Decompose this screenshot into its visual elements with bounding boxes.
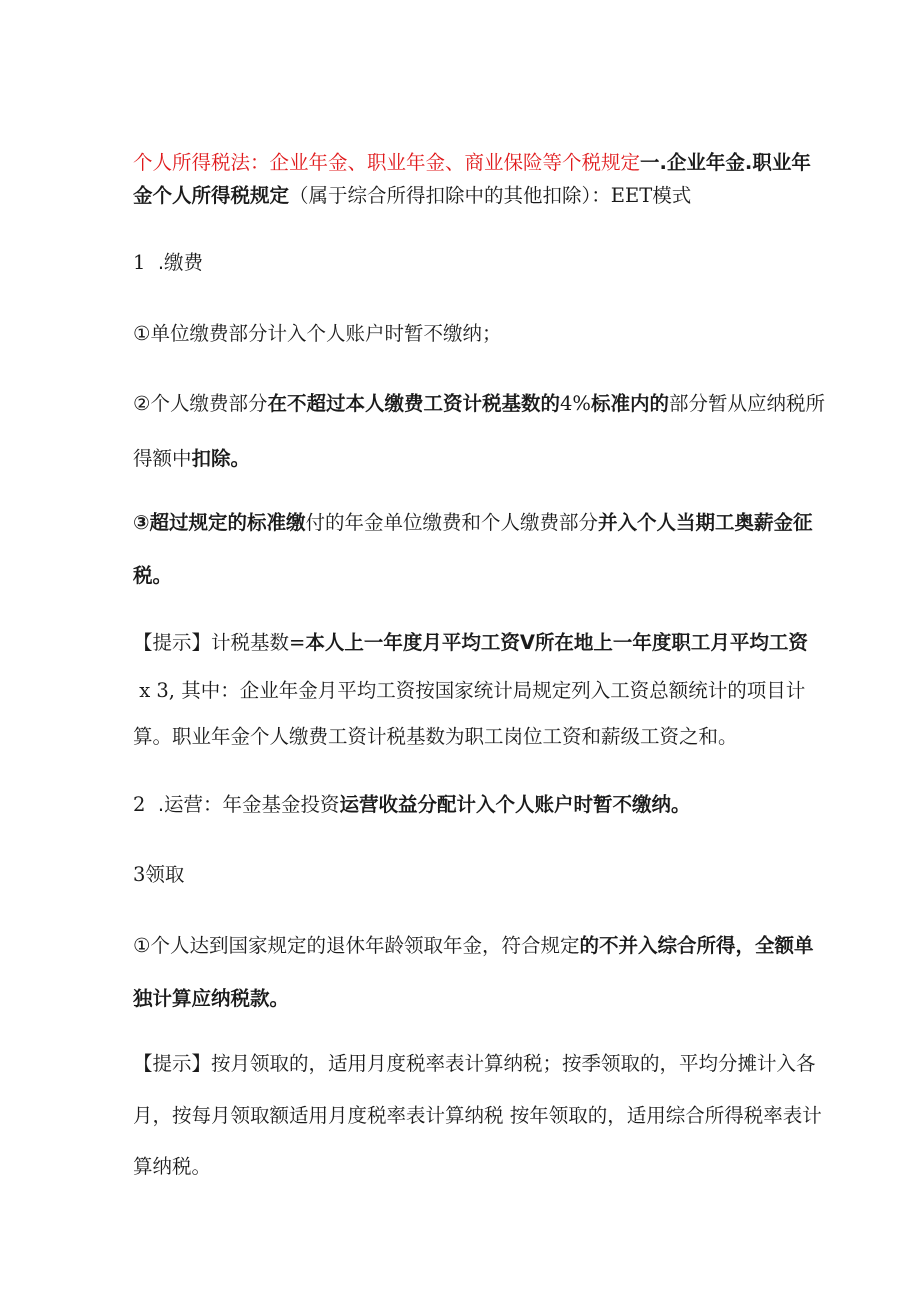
section-2-a: .运营：年金基金投资 xyxy=(157,793,340,816)
title-bold-text: 一.企业年金.职业年 xyxy=(640,151,811,174)
item-1 xyxy=(133,315,793,352)
tip-2-a: 【提示】按月领取的，适用月度税率表计算纳税；按季领取的，平均分摊计入各 xyxy=(133,1052,816,1075)
item-2-c: 4% xyxy=(560,392,591,415)
item-3-c: 并入个人当期工奥薪金征 xyxy=(598,511,813,534)
tip-1-b: 本人上一年度月平均工资V所在地上一年度职工月平均工资 xyxy=(305,631,808,654)
tip-1-a: 【提示】计税基数= xyxy=(133,631,306,654)
section-3-number: 3 xyxy=(133,863,146,886)
title-eet: EET xyxy=(610,184,653,207)
doc-title xyxy=(133,144,811,181)
title-red-text: 个人所得税法：企业年金、职业年金、商业保险等个税规定 xyxy=(133,151,641,174)
item-2 xyxy=(133,385,825,422)
section-1-label: .缴费 xyxy=(157,251,204,274)
section-1-heading xyxy=(133,244,793,281)
tip-1 xyxy=(133,624,808,661)
section-1-number: 1 xyxy=(133,251,146,274)
collect-item-1 xyxy=(133,927,814,964)
item-3 xyxy=(133,504,813,541)
item-2-f: 得额中 xyxy=(133,447,192,470)
tip-2-c: 算纳税。 xyxy=(133,1155,212,1178)
tip-1-line2 xyxy=(133,672,806,709)
tip-1-e: 算。职业年金个人缴费工资计税基数为职工岗位工资和薪级工资之和。 xyxy=(133,725,738,748)
section-3-label: 领取 xyxy=(145,863,185,886)
collect-item-1-a: ①个人达到国家规定的退休年龄领取年金，符合规定 xyxy=(133,934,580,957)
item-3-d: 税。 xyxy=(133,564,173,587)
tip-2 xyxy=(133,1045,816,1082)
section-2-b: 运营收益分配计入个人账户时暂不缴纳。 xyxy=(339,793,691,816)
item-3-line2 xyxy=(133,557,793,594)
title-normal-text: （属于综合所得扣除中的其他扣除）： xyxy=(289,184,611,207)
section-3-heading xyxy=(133,856,793,893)
item-2-e: 部分暂从应纳税所 xyxy=(668,392,825,415)
collect-item-1-line2 xyxy=(133,980,793,1017)
tip-2-b: 月，按每月领取额适用月度税率表计算纳税 按年领取的，适用综合所得税率表计 xyxy=(133,1104,822,1127)
tip-1-c: x 3, xyxy=(139,679,176,702)
item-2-line2 xyxy=(133,440,793,477)
item-3-a: ③超过规定的标准缴 xyxy=(133,511,306,534)
title-bold-text-2: 金个人所得税规定 xyxy=(133,184,290,207)
item-2-a: ②个人缴费部分 xyxy=(133,392,268,415)
doc-title-line2 xyxy=(133,177,793,214)
item-2-b: 在不超过本人缴费工资计税基数的 xyxy=(267,392,560,415)
section-2-number: 2 xyxy=(133,793,146,816)
collect-item-1-b: 的不并入综合所得，全额单 xyxy=(579,934,814,957)
section-2 xyxy=(133,786,793,823)
item-3-b: 付的年金单位缴费和个人缴费部分 xyxy=(305,511,599,534)
item-2-g: 扣除。 xyxy=(191,447,251,470)
tip-2-line2 xyxy=(133,1097,822,1134)
collect-item-1-c: 独计算应纳税款。 xyxy=(133,987,290,1010)
tip-2-line3 xyxy=(133,1148,793,1185)
item-1-text: ①单位缴费部分计入个人账户时暂不缴纳； xyxy=(133,322,502,345)
tip-1-line3 xyxy=(133,718,793,755)
tip-1-d: 其中：企业年金月平均工资按国家统计局规定列入工资总额统计的项目计 xyxy=(181,679,806,702)
title-mode: 模式 xyxy=(652,184,692,207)
item-2-d: 标准内的 xyxy=(590,392,669,415)
